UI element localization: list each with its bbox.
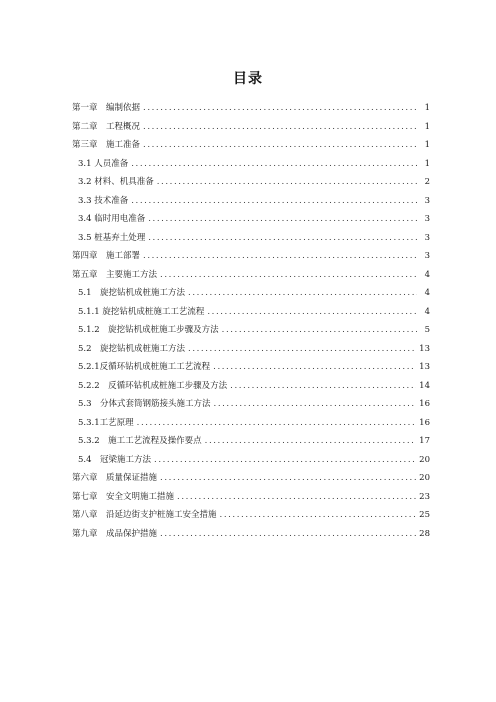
toc-entry-page: 17 (419, 436, 430, 446)
toc-entry-page: 5 (424, 325, 430, 335)
toc-entry-label: 5.4 冠梁施工方法 (78, 454, 152, 465)
toc-entry[interactable] (72, 395, 430, 414)
toc-entry-label: 5.3.2 施工工艺流程及操作要点 (78, 436, 202, 446)
toc-entry-label: 第二章 工程概况 (72, 121, 141, 132)
toc-entry-page: 13 (419, 362, 430, 372)
toc-entry-page: 4 (424, 288, 430, 298)
toc-entry-page: 3 (424, 214, 430, 224)
toc-entry-label: 3.5 桩基弃土处理 (78, 232, 146, 243)
toc-entry[interactable] (72, 469, 430, 488)
toc-entry-page: 1 (424, 121, 430, 132)
toc-entry-page: 14 (419, 380, 430, 391)
toc-entry-label: 第九章 成品保护措施 (72, 528, 158, 539)
toc-dot-leader (148, 210, 417, 229)
toc-entry-label: 第六章 质量保证措施 (72, 473, 158, 483)
toc-entry-label: 3.4 临时用电准备 (78, 214, 146, 224)
toc-entry-label: 3.3 技术准备 (78, 195, 129, 206)
toc-entry-label: 5.3.1工艺原理 (78, 417, 134, 428)
toc-entry[interactable] (72, 210, 430, 229)
toc-entry-label: 5.1 旋挖钻机成桩施工方法 (78, 288, 186, 298)
toc-entry-label: 第三章 施工准备 (72, 140, 141, 150)
toc-entry[interactable] (72, 266, 430, 285)
toc-title: 目录 (233, 71, 263, 87)
toc-dot-leader (214, 395, 417, 414)
table-of-contents (72, 99, 430, 543)
toc-entry-page: 1 (424, 103, 430, 113)
toc-entry-label: 第四章 施工部署 (72, 251, 141, 261)
toc-entry[interactable] (72, 340, 430, 359)
toc-entry[interactable] (72, 229, 430, 248)
toc-dot-leader (222, 321, 417, 340)
toc-entry-label: 第五章 主要施工方法 (72, 269, 158, 280)
toc-dot-leader (143, 118, 417, 137)
toc-dot-leader (154, 451, 416, 470)
toc-dot-leader (157, 173, 417, 192)
toc-entry[interactable] (72, 488, 430, 507)
toc-entry-page: 13 (419, 343, 430, 354)
toc-dot-leader (143, 99, 417, 118)
toc-entry-page: 23 (419, 491, 430, 502)
toc-dot-leader (207, 303, 417, 322)
toc-entry-page: 20 (419, 454, 430, 465)
toc-entry[interactable] (72, 525, 430, 544)
toc-entry[interactable] (72, 414, 430, 433)
toc-entry-page: 4 (424, 306, 430, 317)
toc-entry-label: 第八章 沿延边街支护桩施工安全措施 (72, 510, 217, 520)
toc-entry-page: 16 (419, 417, 430, 428)
toc-dot-leader (188, 284, 417, 303)
toc-entry-page: 4 (424, 269, 430, 280)
toc-entry[interactable] (72, 284, 430, 303)
toc-dot-leader (230, 377, 416, 396)
toc-dot-leader (213, 358, 416, 377)
toc-entry-label: 3.2 材料、机具准备 (78, 177, 154, 187)
toc-entry-page: 3 (424, 232, 430, 243)
toc-entry[interactable] (72, 155, 430, 174)
toc-dot-leader (160, 469, 416, 488)
toc-entry-page: 16 (419, 399, 430, 409)
toc-dot-leader (220, 506, 417, 525)
toc-dot-leader (160, 266, 417, 285)
toc-entry-page: 1 (424, 140, 430, 150)
toc-entry[interactable] (72, 377, 430, 396)
toc-entry-page: 3 (424, 251, 430, 261)
toc-entry[interactable] (72, 358, 430, 377)
toc-entry[interactable] (72, 247, 430, 266)
toc-entry-page: 3 (424, 195, 430, 206)
toc-entry-page: 1 (424, 158, 430, 169)
toc-entry[interactable] (72, 432, 430, 451)
toc-entry-label: 第一章 编制依据 (72, 103, 141, 113)
toc-entry[interactable] (72, 451, 430, 470)
toc-entry-page: 28 (419, 528, 430, 539)
toc-entry[interactable] (72, 118, 430, 137)
toc-entry-page: 20 (419, 473, 430, 483)
toc-dot-leader (143, 136, 417, 155)
toc-entry-page: 25 (419, 510, 430, 520)
toc-entry-page: 2 (424, 177, 430, 187)
toc-entry-label: 5.2.1反循环钻机成桩施工工艺流程 (78, 362, 211, 372)
toc-dot-leader (177, 488, 416, 507)
toc-entry[interactable] (72, 321, 430, 340)
toc-entry-label: 5.1.2 旋挖钻机成桩施工步骤及方法 (78, 325, 219, 335)
toc-entry[interactable] (72, 173, 430, 192)
toc-entry-label: 5.1.1 旋挖钻机成桩施工工艺流程 (78, 306, 205, 317)
toc-dot-leader (131, 192, 417, 211)
toc-dot-leader (137, 414, 417, 433)
toc-entry-label: 3.1 人员准备 (78, 158, 129, 169)
toc-dot-leader (188, 340, 416, 359)
toc-dot-leader (160, 525, 416, 544)
toc-entry[interactable] (72, 506, 430, 525)
toc-entry-label: 5.2 旋挖钻机成桩施工方法 (78, 343, 186, 354)
toc-entry[interactable] (72, 99, 430, 118)
toc-entry-label: 第七章 安全文明施工措施 (72, 491, 175, 502)
toc-dot-leader (131, 155, 417, 174)
toc-dot-leader (143, 247, 417, 266)
toc-entry[interactable] (72, 303, 430, 322)
toc-entry-label: 5.3 分体式套筒钢筋接头施工方法 (78, 399, 211, 409)
toc-dot-leader (148, 229, 417, 248)
toc-entry-label: 5.2.2 反循环钻机成桩施工步骤及方法 (78, 380, 228, 391)
toc-dot-leader (205, 432, 417, 451)
toc-entry[interactable] (72, 192, 430, 211)
toc-entry[interactable] (72, 136, 430, 155)
